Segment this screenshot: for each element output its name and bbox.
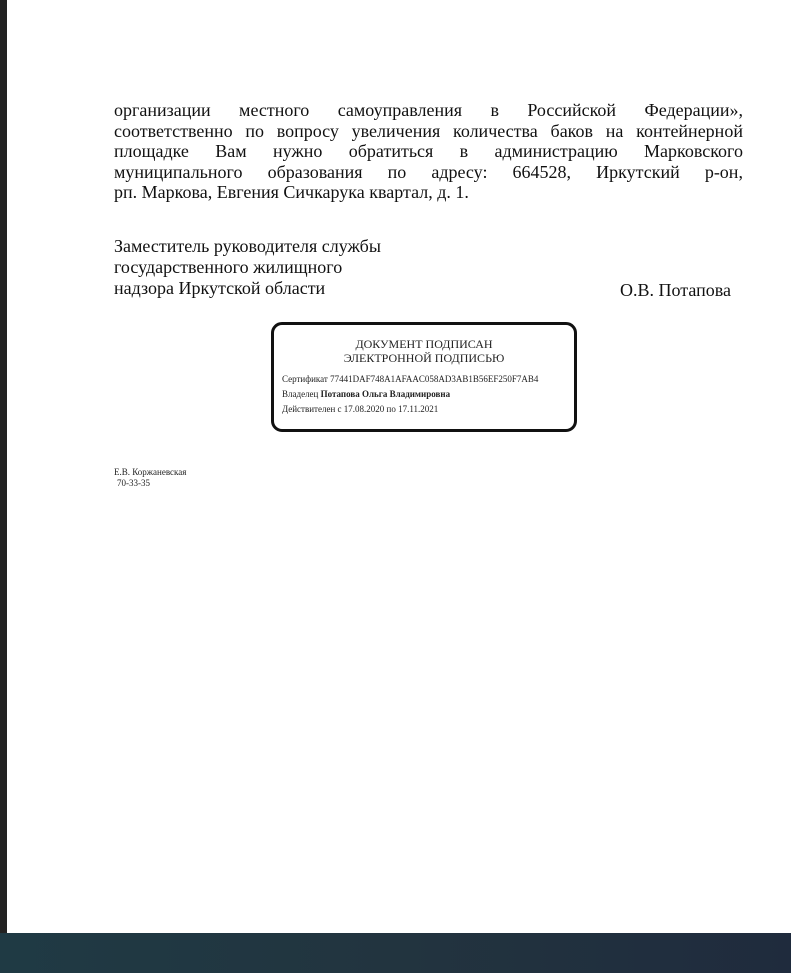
word: р-он,	[704, 161, 743, 182]
word: в	[490, 100, 499, 120]
word: нужно	[272, 141, 323, 161]
validity-from: 17.08.2020	[343, 404, 385, 414]
signatory-position-line: Заместитель руководителя службы	[114, 236, 381, 256]
executor-info	[114, 467, 186, 489]
validity-from-label: с	[337, 404, 342, 414]
validity-label: Действителен	[282, 404, 336, 414]
signatory-name: О.В. Потапова	[620, 280, 731, 300]
body-line	[114, 121, 743, 142]
word: Вам	[215, 141, 247, 161]
word: обратиться	[348, 141, 434, 161]
executor-name: Е.В. Коржаневская	[114, 467, 187, 477]
word: на	[605, 120, 624, 141]
word: местного	[239, 100, 310, 120]
word: Иркутский	[596, 161, 680, 182]
certificate-value: 77441DAF748A1AFAAC058AD3AB1B56EF250F7AB4	[330, 374, 539, 384]
stamp-validity	[282, 402, 574, 417]
body-line	[114, 162, 743, 183]
body-line	[114, 141, 743, 162]
word: по	[387, 161, 407, 182]
owner-label: Владелец	[282, 389, 319, 399]
word: контейнерной	[636, 120, 743, 141]
owner-value: Потапова Ольга Владимировна	[320, 389, 451, 399]
executor-phone: 70-33-35	[117, 478, 150, 488]
signatory-position	[114, 236, 381, 299]
stamp-heading-line: ДОКУМЕНТ ПОДПИСАН	[355, 337, 493, 351]
word: соответственно	[114, 120, 233, 141]
stamp-heading	[274, 337, 574, 365]
word: администрацию	[494, 141, 618, 161]
word: увеличения	[351, 120, 441, 141]
word: в	[459, 141, 469, 161]
word: количества	[452, 120, 538, 141]
word: 664528,	[512, 161, 572, 182]
stamp-heading-line: ЭЛЕКТРОННОЙ ПОДПИСЬЮ	[343, 351, 505, 365]
word: образования	[267, 161, 363, 182]
validity-to-label: по	[386, 404, 396, 414]
viewer-left-edge	[0, 0, 7, 933]
body-line: рп. Маркова, Евгения Сичкарука квартал, д. 1.	[114, 182, 469, 202]
body-paragraph	[114, 100, 743, 203]
word: муниципального	[114, 161, 243, 182]
word: вопросу	[276, 120, 339, 141]
word: баков	[550, 120, 594, 141]
electronic-signature-stamp	[271, 322, 577, 432]
word: адресу:	[431, 161, 488, 182]
word: Российской	[527, 100, 617, 120]
signatory-position-line: надзора Иркутской области	[114, 278, 326, 298]
word: Марковского	[644, 141, 743, 161]
certificate-label: Сертификат	[282, 374, 328, 384]
word: по	[245, 120, 264, 141]
word: площадке	[114, 141, 189, 161]
signatory-position-line: государственного жилищного	[114, 257, 343, 277]
stamp-certificate	[282, 372, 574, 387]
validity-to: 17.11.2021	[398, 404, 439, 414]
viewer-bottom-bar	[0, 933, 791, 973]
body-line	[114, 100, 743, 121]
word: Федерации»,	[644, 100, 743, 120]
word: самоуправления	[337, 100, 463, 120]
word: организации	[114, 100, 211, 120]
stamp-owner	[282, 387, 574, 402]
